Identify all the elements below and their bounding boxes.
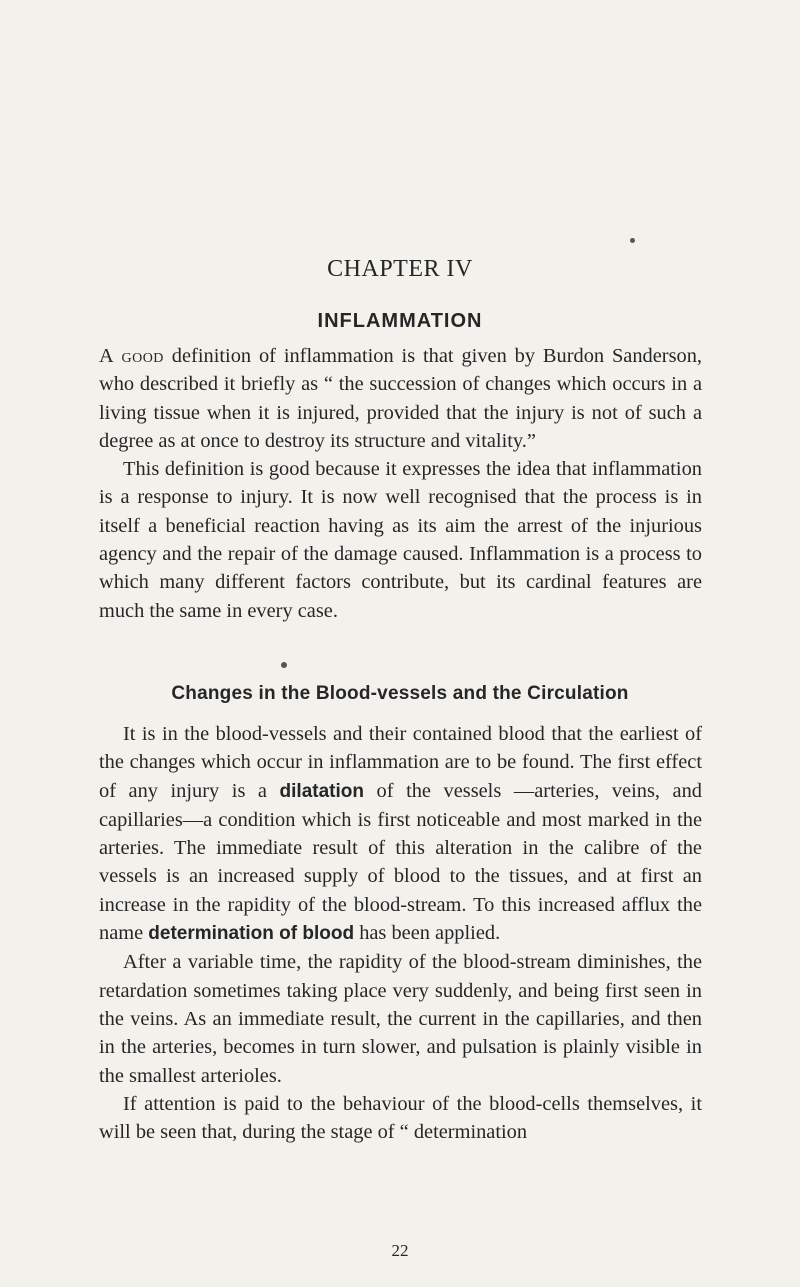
intro-text	[99, 342, 702, 625]
section-paragraph-1-part-c: has been applied.	[354, 922, 501, 945]
term-determination-of-blood: determination of blood	[148, 923, 355, 945]
page-number: 22	[391, 1241, 409, 1260]
section-paragraph-1-part-b: of the vessels —arteries, veins, and capillaries—a condition which is first noticeable and most marked in the arteries. The immediate result of this alteration in the calibre of the vessels is an increased supply of blood to the tissues, and at first an increase in the rapidity of the blood-stream. To this increased afflux the name	[99, 779, 702, 945]
section-text	[99, 720, 702, 1146]
intro-paragraph-2: This definition is good because it expresses the idea that inflammation is a response to injury. It is now well recognised that the process is in itself a beneficial reaction having as its aim the arrest of the injurious agency and the repair of the damage caused. Inflammation is a process to which many different factors contribute, but its cardinal features are much the same in every case.	[99, 458, 702, 622]
ink-speck	[281, 662, 287, 668]
section-paragraph-1-part-a: It is in the blood-vessels and their contained blood that the earliest of the changes which occur in inflammation are to be found. The first effect of any injury is a	[99, 723, 702, 802]
intro-paragraph-1-text: definition of inflammation is that given by Burdon Sanderson, who described it briefly as “ the succession of changes which occurs in a living tissue when it is injured, provided that the injury is not of such a degree as at once to destroy its structure and vitality.”	[99, 345, 703, 452]
term-dilatation: dilatation	[279, 780, 364, 802]
intro-paragraph-1	[99, 342, 702, 455]
intro-lead: A good	[99, 345, 164, 367]
section-paragraph-2: After a variable time, the rapidity of the blood-stream diminishes, the retardation sometimes taking place very suddenly, and being first seen in the veins. As an immediate result, the current in the capillaries, and then in the arteries, becomes in turn slower, and pulsation is plainly visible in the smallest arterioles.	[99, 951, 702, 1087]
ink-speck	[630, 238, 635, 243]
section-paragraph-3: If attention is paid to the behaviour of the blood-cells themselves, it will be seen that, during the stage of “ determination	[99, 1092, 702, 1144]
section-paragraph-1	[99, 720, 702, 948]
section-heading: Changes in the Blood-vessels and the Circulation	[171, 683, 629, 704]
chapter-label: CHAPTER IV	[327, 256, 473, 282]
chapter-title: INFLAMMATION	[317, 310, 483, 332]
